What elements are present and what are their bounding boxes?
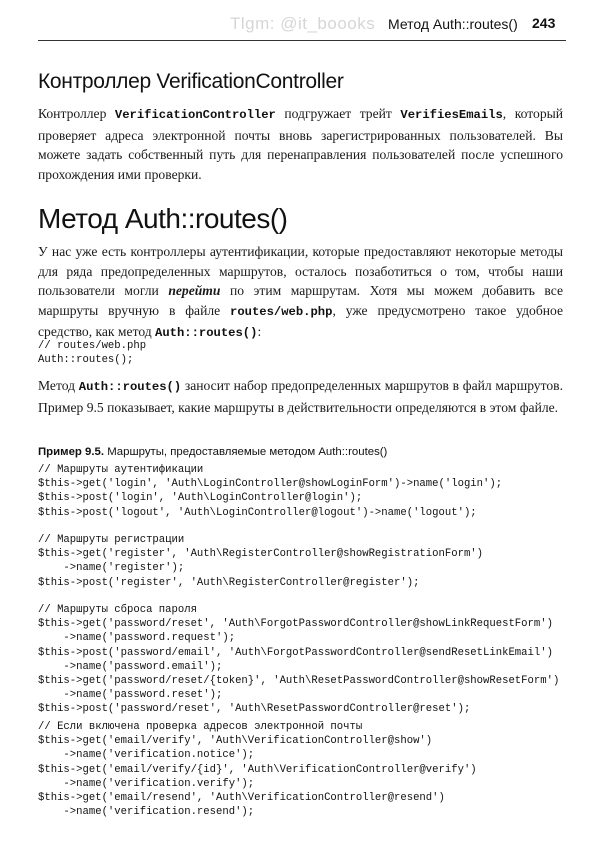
text: заносит набор предопределенных маршрутов в файл маршрутов. Пример 9.5 показывает, какие маршруты в действительности определяются в этом файле. <box>38 378 563 415</box>
paragraph-auth-intro <box>38 242 563 344</box>
text: по этим маршрутам. Хотя мы можем добавить все маршруты вручную в файле <box>38 283 563 318</box>
text: Контроллер <box>38 106 115 121</box>
running-header <box>0 0 600 44</box>
text: , который проверяет адреса электронной почты вновь зарегистрированных пользователей. Вы можете задать собственный путь для перенаправления пользователей после успешного прохождения ими проверки. <box>38 106 564 182</box>
running-title: Метод Auth::routes() <box>388 16 518 32</box>
text: Метод <box>38 378 79 393</box>
paragraph-auth-routes-description <box>38 376 563 417</box>
text: : <box>257 324 262 340</box>
code-block-email-verification-routes: // Если включена проверка адресов электронной почты $this->get('email/verify', 'Auth\VerificationController@show') ->name('verification.notice'); $this->get('email/verify/{id}', 'Auth\VerificationController@verify') ->name('verification.verify'); $this->get('email/resend', 'Auth\VerificationController@resend') ->name('verification.resend'); <box>38 721 477 819</box>
code-block-register-routes: // Маршруты регистрации $this->get('register', 'Auth\RegisterController@showRegistrationForm') ->name('register'); $this->post('register', 'Auth\RegisterController@register'); <box>38 534 484 589</box>
section-heading-auth-routes: Метод Auth::routes() <box>38 203 288 234</box>
example-caption <box>38 446 387 458</box>
inline-code: Auth::routes() <box>155 326 258 341</box>
code-block-auth-routes: // Маршруты аутентификации $this->get('login', 'Auth\LoginController@showLoginForm')->name('login'); $this->post('login', 'Auth\LoginController@login'); $this->post('logout', 'Auth\LoginController@logout')->name('logout'); <box>38 464 503 519</box>
example-caption-text: Маршруты, предоставляемые методом Auth::routes() <box>104 446 388 458</box>
inline-code: VerificationController <box>114 108 276 122</box>
text: , уже предусмотрено такое удобное средство, как метод <box>38 302 564 340</box>
inline-code: Auth::routes() <box>78 380 182 394</box>
inline-code: VerifiesEmails <box>400 108 503 122</box>
watermark: Tlgm: @it_boooks <box>230 14 376 33</box>
header-rule <box>38 40 566 41</box>
page-number: 243 <box>532 15 556 31</box>
example-label: Пример 9.5. <box>38 446 105 458</box>
inline-code: routes/web.php <box>230 304 333 319</box>
text: У нас уже есть контроллеры аутентификации, которые предоставляют некоторые методы для ряда предопределенных маршрутов, осталось позаботиться о том, чтобы наши пользователи могли <box>38 244 563 299</box>
emphasis: перейти <box>168 283 221 299</box>
code-block-password-reset-routes: // Маршруты сброса пароля $this->get('password/reset', 'Auth\ForgotPasswordController@showLinkRequestForm') ->name('password.request'); $this->post('password/email', 'Auth\ForgotPasswordController@sendResetLinkEmail') ->name('password.email'); $this->get('password/reset/{token}', 'Auth\ResetPasswordController@showResetForm') ->name('password.reset'); $this->post('password/reset', 'Auth\ResetPasswordController@reset'); <box>38 604 560 716</box>
code-snippet-routes-web: // routes/web.php Auth::routes(); <box>38 340 147 367</box>
section-heading-verification-controller: Контроллер VerificationController <box>38 70 344 93</box>
text: подгружает трейт <box>275 106 401 121</box>
paragraph-verification-controller <box>38 104 563 184</box>
